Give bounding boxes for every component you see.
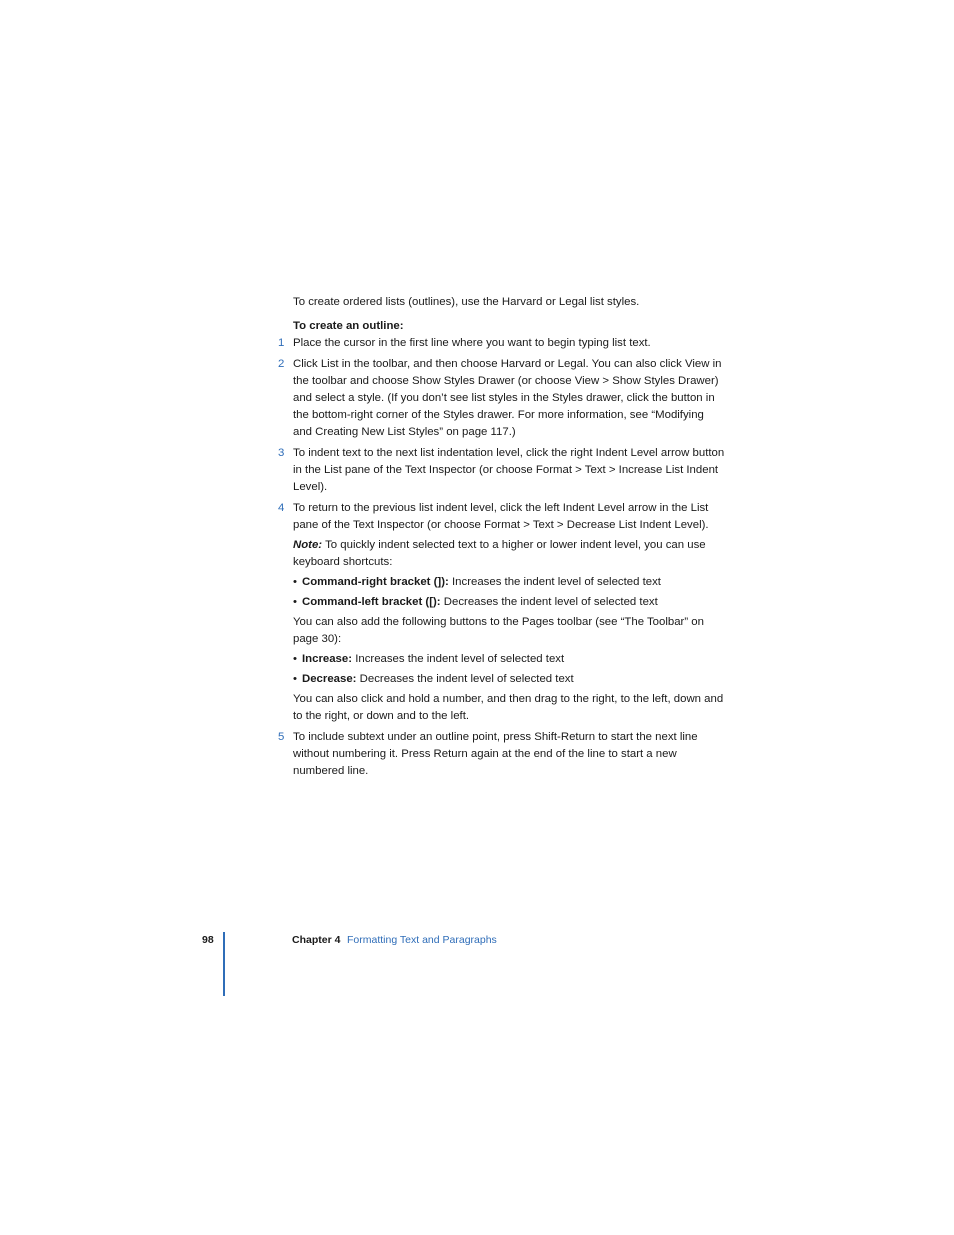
chapter-label: Chapter 4	[292, 934, 341, 946]
step-4	[278, 500, 725, 725]
bullet-icon: •	[293, 576, 297, 588]
bullet-icon: •	[293, 596, 297, 608]
note-label: Note:	[293, 539, 323, 551]
step-text: To indent text to the next list indentation level, click the right Indent Level arrow button in the List pane of the Text Inspector (or choose Format > Text > Increase List Indent Level).	[293, 447, 725, 493]
step-number: 1	[278, 337, 285, 349]
chapter-title: Formatting Text and Paragraphs	[347, 934, 497, 946]
step-text: To return to the previous list indent level, click the left Indent Level arrow in the List pane of the Text Inspector (or choose Format > Text > Decrease List Indent Level).	[293, 502, 709, 531]
note-paragraph	[293, 537, 725, 571]
step-2	[278, 356, 725, 441]
toolbar-paragraph: You can also add the following buttons to the Pages toolbar (see “The Toolbar” on page 30):	[293, 616, 704, 645]
shortcut-term: Command-right bracket (]):	[302, 576, 449, 588]
step-3	[278, 445, 725, 496]
shortcut-item	[293, 594, 725, 611]
toolbar-button-item	[293, 651, 725, 668]
step-text: To include subtext under an outline point, press Shift-Return to start the next line without numbering it. Press Return again at the end of the line to start a new numbered line.	[293, 731, 698, 777]
toolbar-button-term: Increase:	[302, 653, 353, 665]
note-text: To quickly indent selected text to a higher or lower indent level, you can use keyboard shortcuts:	[293, 539, 706, 568]
step-text: Click List in the toolbar, and then choose Harvard or Legal. You can also click View in the toolbar and choose Show Styles Drawer (or choose View > Show Styles Drawer) and select a style. (If you don’t see list styles in the Styles drawer, click the button in the bottom-right corner of the Styles drawer. For more information, see “Modifying and Creating New List Styles” on page 117.)	[293, 358, 722, 438]
page-footer	[0, 932, 954, 996]
step-1	[278, 335, 725, 352]
page-body	[278, 294, 725, 784]
shortcut-desc: Increases the indent level of selected text	[452, 576, 661, 588]
drag-paragraph: You can also click and hold a number, and then drag to the right, to the left, down and to the right, or down and to the left.	[293, 693, 724, 722]
toolbar-button-item	[293, 671, 725, 688]
toolbar-button-term: Decrease:	[302, 673, 357, 685]
step-number: 3	[278, 447, 285, 459]
bullet-icon: •	[293, 653, 297, 665]
intro-paragraph: To create ordered lists (outlines), use the Harvard or Legal list styles.	[293, 296, 640, 308]
step-5	[278, 729, 725, 780]
task-heading: To create an outline:	[293, 320, 404, 332]
shortcut-term: Command-left bracket ([):	[302, 596, 441, 608]
shortcut-desc: Decreases the indent level of selected text	[443, 596, 658, 608]
step-number: 2	[278, 358, 285, 370]
step-number: 5	[278, 731, 285, 743]
shortcut-item	[293, 574, 725, 591]
bullet-icon: •	[293, 673, 297, 685]
step-text: Place the cursor in the first line where you want to begin typing list text.	[293, 337, 651, 349]
toolbar-button-desc: Decreases the indent level of selected text	[359, 673, 574, 685]
footer-divider	[223, 932, 225, 996]
step-number: 4	[278, 502, 285, 514]
page-number: 98	[202, 934, 214, 946]
toolbar-button-desc: Increases the indent level of selected text	[355, 653, 565, 665]
